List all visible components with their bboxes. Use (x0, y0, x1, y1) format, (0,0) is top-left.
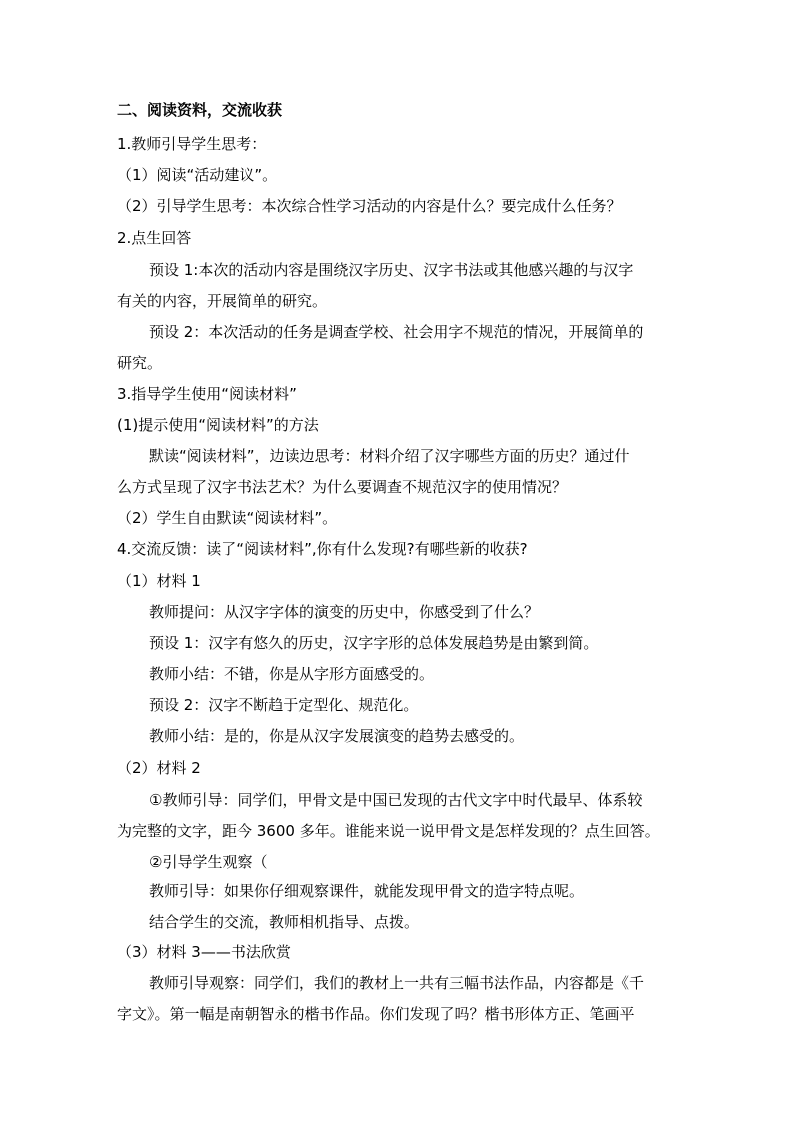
material-3-para-line-2: 字文》。第一幅是南朝智永的楷书作品。你们发现了吗？楷书形体方正、笔画平 (117, 1005, 635, 1023)
material-1-title: （1）材料 1 (117, 572, 201, 590)
material-2-line-4: 结合学生的交流，教师相机指导、点拨。 (149, 913, 420, 931)
material-1-line-4: 预设 2：汉字不断趋于定型化、规范化。 (149, 696, 419, 714)
step-3-title: 3.指导学生使用“阅读材料” (117, 385, 297, 403)
material-1-line-5: 教师小结：是的，你是从汉字发展演变的趋势去感受的。 (149, 727, 525, 745)
material-2-line-3: 教师引导：如果你仔细观察课件，就能发现甲骨文的造字特点呢。 (149, 882, 585, 900)
step-3-para-line-2: 么方式呈现了汉字书法艺术？为什么要调查不规范汉字的使用情况？ (117, 478, 568, 496)
step-4-title: 4.交流反馈：读了“阅读材料”,你有什么发现?有哪些新的收获? (117, 540, 528, 558)
section-heading: 二、阅读资料，交流收获 (117, 101, 283, 119)
material-1-line-1: 教师提问：从汉字字体的演变的历史中，你感受到了什么？ (149, 603, 540, 621)
step-2-title: 2.点生回答 (117, 229, 192, 247)
step-2-preset-2-line-2: 研究。 (117, 354, 163, 372)
material-3-title: （3）材料 3——书法欣赏 (117, 943, 291, 961)
step-3-item-1: (1)提示使用“阅读材料”的方法 (117, 416, 319, 434)
material-2-para-line-1: ①教师引导：同学们，甲骨文是中国已发现的古代文字中时代最早、体系较 (149, 791, 643, 809)
material-2-para-line-2: 为完整的文字，距今 3600 多年。谁能来说一说甲骨文是怎样发现的？点生回答。 (117, 822, 660, 840)
step-1-item-1: （1）阅读“活动建议”。 (117, 166, 278, 184)
material-2-title: （2）材料 2 (117, 759, 201, 777)
step-2-preset-2-line-1: 预设 2：本次活动的任务是调查学校、社会用字不规范的情况，开展简单的 (149, 323, 644, 341)
step-2-preset-1-line-1: 预设 1:本次的活动内容是围绕汉字历史、汉字书法或其他感兴趣的与汉字 (149, 261, 634, 279)
step-3-para-line-1: 默读“阅读材料”，边读边思考：材料介绍了汉字哪些方面的历史？通过什 (149, 447, 630, 465)
material-2-line-2: ②引导学生观察（ (149, 853, 268, 871)
step-2-preset-1-line-2: 有关的内容，开展简单的研究。 (117, 292, 328, 310)
step-1-title: 1.教师引导学生思考： (117, 135, 267, 153)
material-3-para-line-1: 教师引导观察：同学们，我们的教材上一共有三幅书法作品，内容都是《千 (149, 974, 645, 992)
material-1-line-2: 预设 1：汉字有悠久的历史，汉字字形的总体发展趋势是由繁到简。 (149, 634, 599, 652)
step-3-item-2: （2）学生自由默读“阅读材料”。 (117, 509, 338, 527)
step-1-item-2: （2）引导学生思考：本次综合性学习活动的内容是什么？要完成什么任务？ (117, 197, 622, 215)
material-1-line-3: 教师小结：不错，你是从字形方面感受的。 (149, 665, 435, 683)
